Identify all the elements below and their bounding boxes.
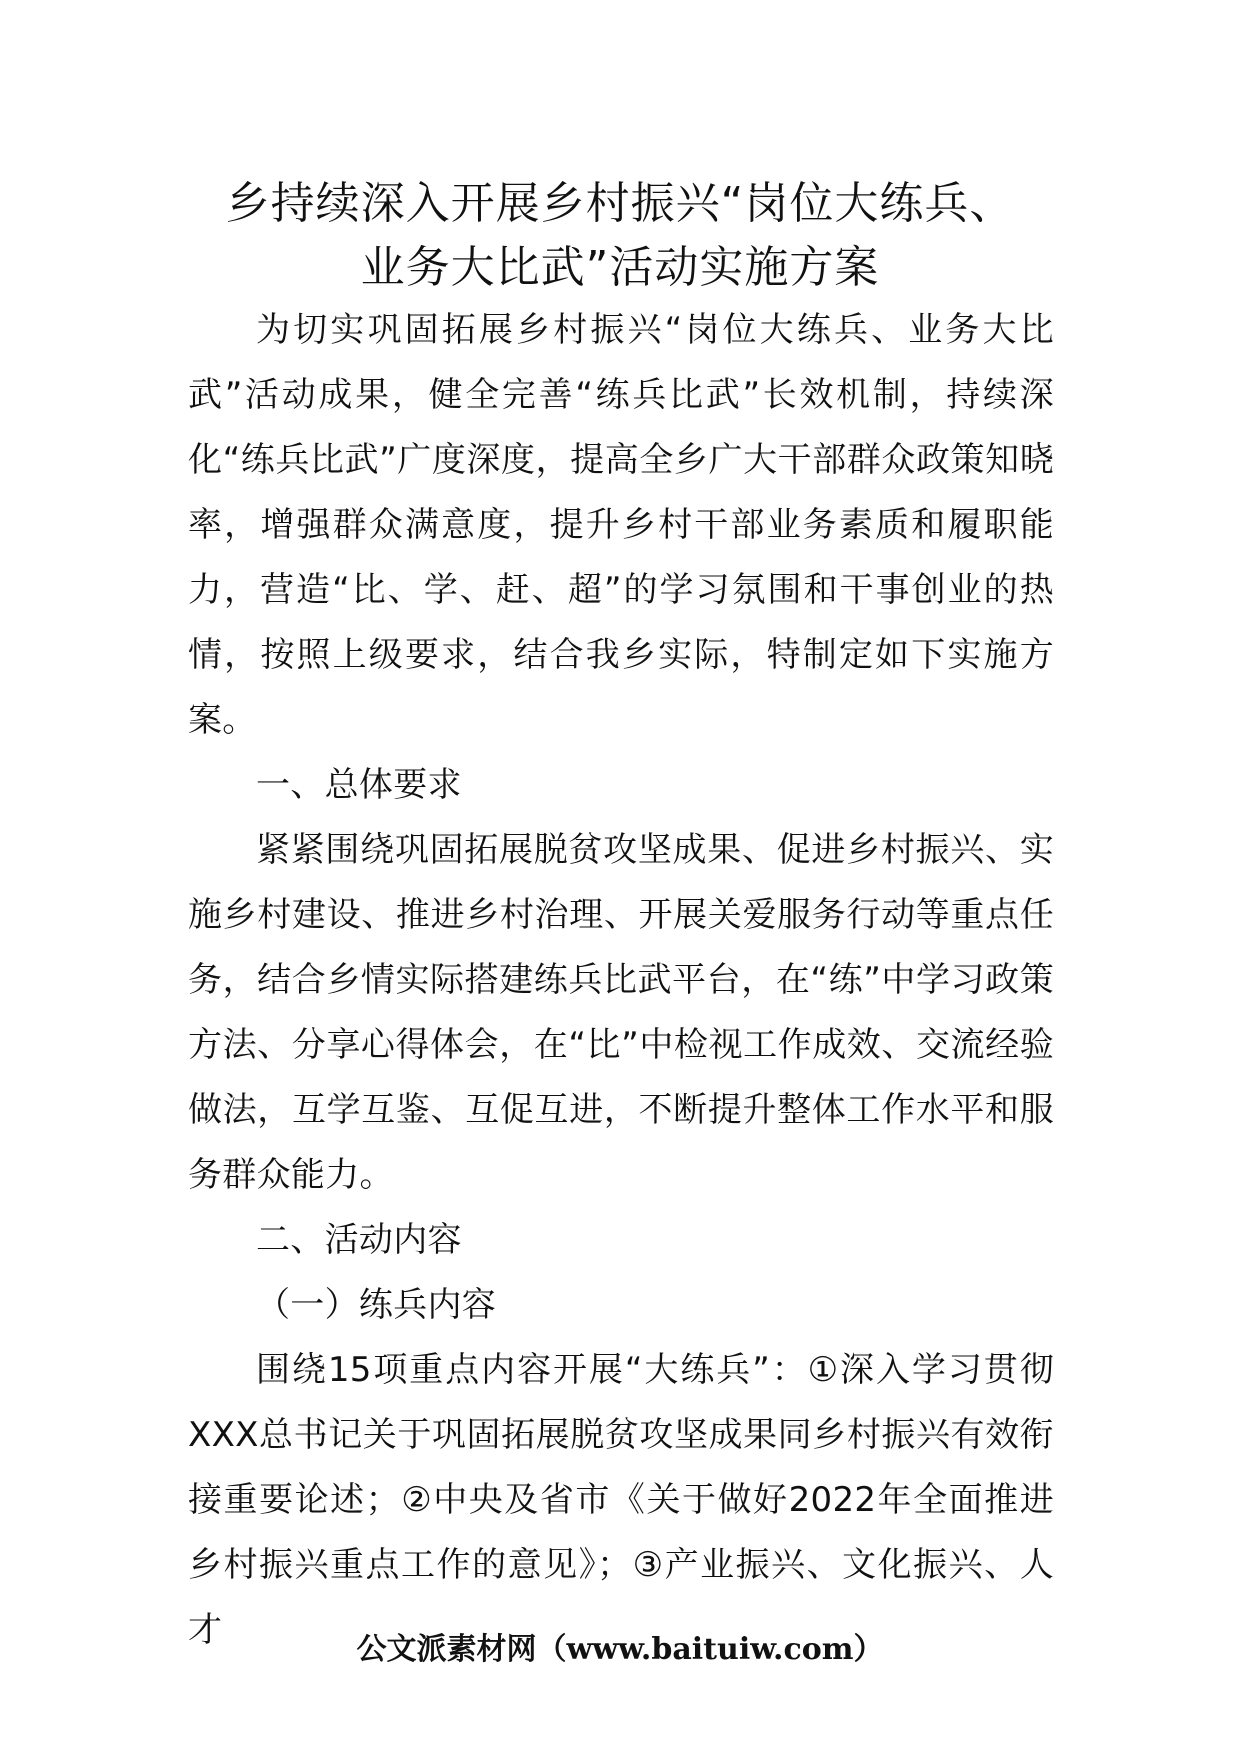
general-requirements-paragraph: 紧紧围绕巩固拓展脱贫攻坚成果、促进乡村振兴、实施乡村建设、推进乡村治理、开展关爱服务行动等重点任务，结合乡情实际搭建练兵比武平台，在“练”中学习政策方法、分享心得体会，在“比”中检视工作成效、交流经验做法，互学互鉴、互促互进，不断提升整体工作水平和服务群众能力。 (188, 830, 1054, 1195)
section-heading-general-requirements: 一、总体要求 (256, 765, 462, 805)
subsection-heading-training-content: （一）练兵内容 (256, 1285, 497, 1325)
document-title (150, 172, 1090, 300)
watermark-footer: 公文派素材网（www.baituiw.com） (356, 1632, 884, 1667)
intro-paragraph: 为切实巩固拓展乡村振兴“岗位大练兵、业务大比武”活动成果，健全完善“练兵比武”长效机制，持续深化“练兵比武”广度深度，提高全乡广大干部群众政策知晓率，增强群众满意度，提升乡村干部业务素质和履职能力，营造“比、学、赶、超”的学习氛围和干事创业的热情，按照上级要求，结合我乡实际，特制定如下实施方案。 (188, 310, 1054, 740)
title-line-2: 业务大比武”活动实施方案 (360, 242, 880, 293)
training-content-paragraph: 围绕15项重点内容开展“大练兵”：①深入学习贯彻XXX总书记关于巩固拓展脱贫攻坚成果同乡村振兴有效衔接重要论述；②中央及省市《关于做好2022年全面推进乡村振兴重点工作的意见》；③产业振兴、文化振兴、人才 (188, 1350, 1054, 1650)
title-line-1: 乡持续深入开展乡村振兴“岗位大练兵、 (225, 178, 1015, 229)
section-heading-activity-content: 二、活动内容 (256, 1220, 462, 1260)
document-body (188, 298, 1054, 1663)
